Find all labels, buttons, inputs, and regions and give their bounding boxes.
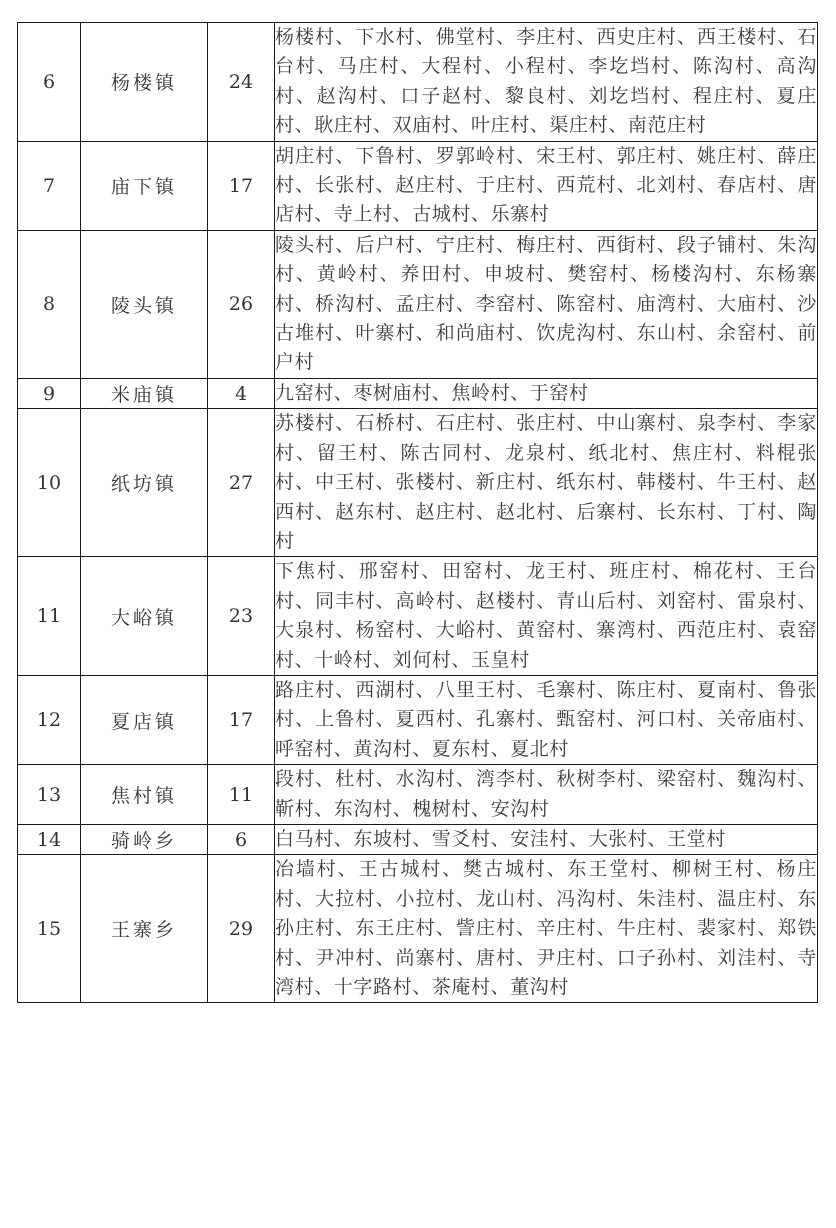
town-name-cell: 陵头镇 xyxy=(81,230,208,378)
row-number-cell: 6 xyxy=(18,23,81,142)
table-row xyxy=(18,141,818,230)
village-list-cell: 苏楼村、石桥村、石庄村、张庄村、中山寨村、泉李村、李家村、留王村、陈古同村、龙泉村、纸北村、焦庄村、料棍张村、中王村、张楼村、新庄村、纸东村、韩楼村、牛王村、赵西村、赵东村、赵庄村、赵北村、后寨村、长东村、丁村、陶村 xyxy=(275,409,818,557)
village-count-cell: 17 xyxy=(208,675,275,764)
village-count-cell: 6 xyxy=(208,824,275,854)
town-name-cell: 大峪镇 xyxy=(81,557,208,676)
village-list-cell: 下焦村、邢窑村、田窑村、龙王村、班庄村、棉花村、王台村、同丰村、高岭村、赵楼村、青山后村、刘窑村、雷泉村、大泉村、杨窑村、大峪村、黄窑村、寨湾村、西范庄村、袁窑村、十岭村、刘何村、玉皇村 xyxy=(275,557,818,676)
village-table xyxy=(17,22,818,1003)
town-name-cell: 庙下镇 xyxy=(81,141,208,230)
table-row xyxy=(18,765,818,825)
town-name-cell: 夏店镇 xyxy=(81,675,208,764)
table-row xyxy=(18,409,818,557)
town-name-cell: 王寨乡 xyxy=(81,855,208,1003)
town-name-cell: 纸坊镇 xyxy=(81,409,208,557)
village-count-cell: 4 xyxy=(208,378,275,408)
town-name-cell: 米庙镇 xyxy=(81,378,208,408)
table-row xyxy=(18,824,818,854)
table-row xyxy=(18,230,818,378)
table-row xyxy=(18,855,818,1003)
table-row xyxy=(18,557,818,676)
village-list-cell: 杨楼村、下水村、佛堂村、李庄村、西史庄村、西王楼村、石台村、马庄村、大程村、小程村、李圪垱村、陈沟村、高沟村、赵沟村、口子赵村、黎良村、刘圪垱村、程庄村、夏庄村、耿庄村、双庙村、叶庄村、渠庄村、南范庄村 xyxy=(275,23,818,142)
village-count-cell: 26 xyxy=(208,230,275,378)
village-count-cell: 24 xyxy=(208,23,275,142)
town-name-cell: 杨楼镇 xyxy=(81,23,208,142)
town-name-cell: 焦村镇 xyxy=(81,765,208,825)
village-list-cell: 陵头村、后户村、宁庄村、梅庄村、西街村、段子铺村、朱沟村、黄岭村、养田村、申坡村、樊窑村、杨楼沟村、东杨寨村、桥沟村、孟庄村、李窑村、陈窑村、庙湾村、大庙村、沙古堆村、叶寨村、和尚庙村、饮虎沟村、东山村、余窑村、前户村 xyxy=(275,230,818,378)
table-row xyxy=(18,378,818,408)
row-number-cell: 10 xyxy=(18,409,81,557)
row-number-cell: 12 xyxy=(18,675,81,764)
row-number-cell: 8 xyxy=(18,230,81,378)
town-name-cell: 骑岭乡 xyxy=(81,824,208,854)
village-list-cell: 白马村、东坡村、雪爻村、安洼村、大张村、王堂村 xyxy=(275,824,818,854)
row-number-cell: 9 xyxy=(18,378,81,408)
village-count-cell: 17 xyxy=(208,141,275,230)
village-list-cell: 九窑村、枣树庙村、焦岭村、于窑村 xyxy=(275,378,818,408)
village-table-body xyxy=(18,23,818,1003)
row-number-cell: 15 xyxy=(18,855,81,1003)
row-number-cell: 14 xyxy=(18,824,81,854)
row-number-cell: 11 xyxy=(18,557,81,676)
village-list-cell: 冶墙村、王古城村、樊古城村、东王堂村、柳树王村、杨庄村、大拉村、小拉村、龙山村、冯沟村、朱洼村、温庄村、东孙庄村、东王庄村、訾庄村、辛庄村、牛庄村、裴家村、郑铁村、尹冲村、尚寨村、唐村、尹庄村、口子孙村、刘洼村、寺湾村、十字路村、茶庵村、董沟村 xyxy=(275,855,818,1003)
village-count-cell: 23 xyxy=(208,557,275,676)
row-number-cell: 13 xyxy=(18,765,81,825)
village-list-cell: 路庄村、西湖村、八里王村、毛寨村、陈庄村、夏南村、鲁张村、上鲁村、夏西村、孔寨村、甄窑村、河口村、关帝庙村、呼窑村、黄沟村、夏东村、夏北村 xyxy=(275,675,818,764)
table-row xyxy=(18,23,818,142)
village-list-cell: 段村、杜村、水沟村、湾李村、秋树李村、梁窑村、魏沟村、靳村、东沟村、槐树村、安沟村 xyxy=(275,765,818,825)
village-list-cell: 胡庄村、下鲁村、罗郭岭村、宋王村、郭庄村、姚庄村、薛庄村、长张村、赵庄村、于庄村、西荒村、北刘村、春店村、唐店村、寺上村、古城村、乐寨村 xyxy=(275,141,818,230)
village-count-cell: 29 xyxy=(208,855,275,1003)
table-row xyxy=(18,675,818,764)
row-number-cell: 7 xyxy=(18,141,81,230)
village-count-cell: 11 xyxy=(208,765,275,825)
village-count-cell: 27 xyxy=(208,409,275,557)
